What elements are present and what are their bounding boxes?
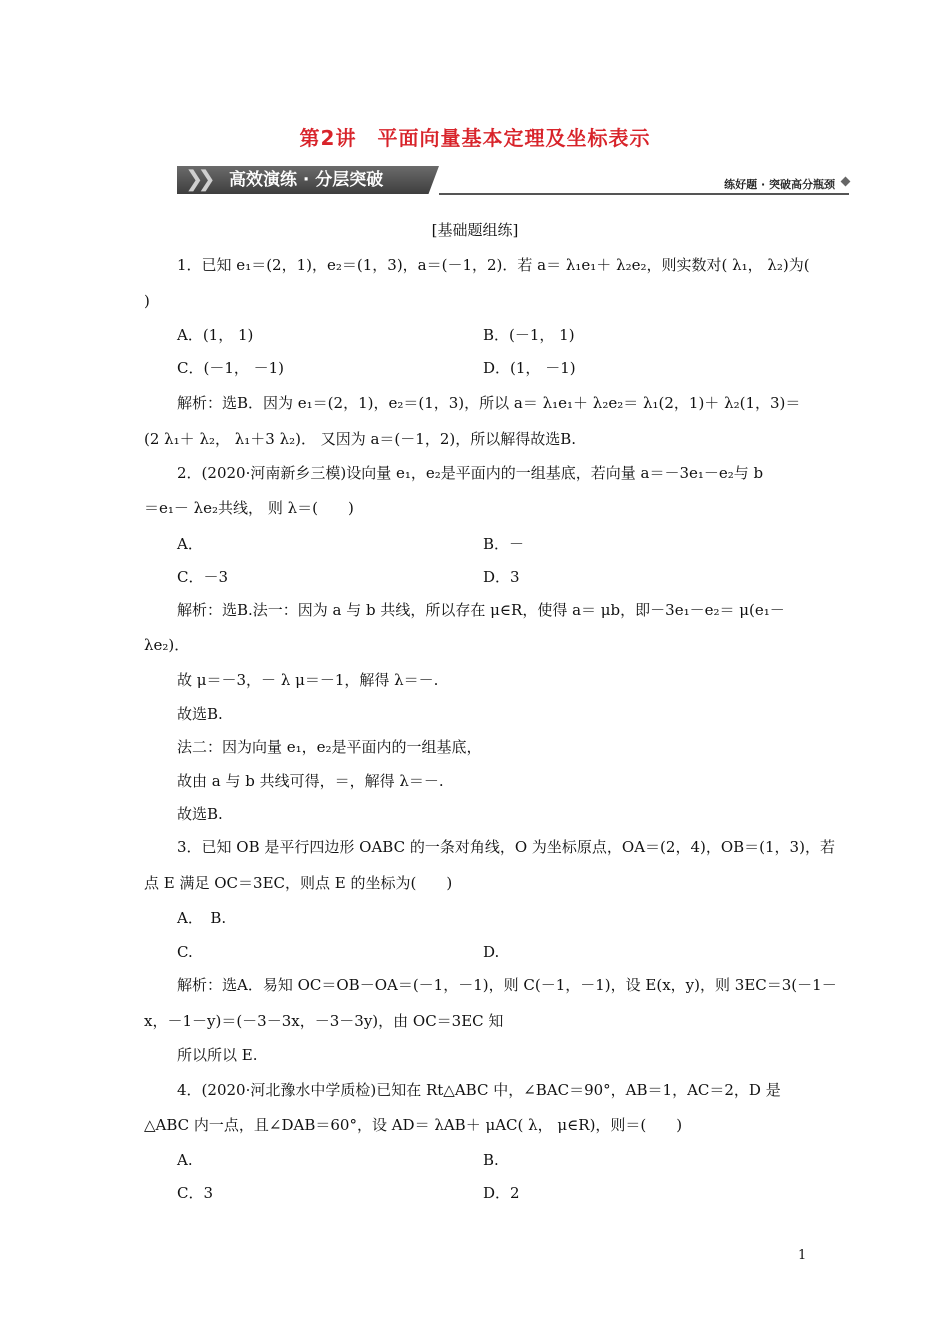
question-2-stem-cont: ＝e₁－ λe₂共线， 则 λ＝( ) [144, 499, 354, 517]
q1-option-a: A．(1， 1) [177, 326, 254, 344]
q1-solution-cont: (2 λ₁＋ λ₂， λ₁＋3 λ₂)． 又因为 a＝(－1，2)，所以解得故选B. [144, 430, 577, 448]
question-4-stem-cont: △ABC 内一点，且∠DAB＝60°，设 AD＝ λAB＋ μAC( λ， μ∈R)，则＝( ) [144, 1116, 683, 1134]
q1-option-b: B．(－1， 1) [483, 326, 575, 344]
q3-solution: 解析：选A．易知 OC＝OB－OA＝(－1，－1)，则 C(－1，－1)，设 E(x，y)，则 3EC＝3(－1－ [177, 976, 837, 994]
q1-solution: 解析：选B．因为 e₁＝(2，1)，e₂＝(1，3)，所以 a＝ λ₁e₁＋ λ₂e₂＝ λ₁(2，1)＋ λ₂(1，3)＝ [177, 394, 801, 412]
q4-option-d: D．2 [483, 1184, 520, 1202]
page-number: 1 [798, 1248, 807, 1263]
q1-option-c: C．(－1， －1) [177, 359, 285, 377]
question-4-stem: 4．(2020·河北豫水中学质检)已知在 Rt△ABC 中，∠BAC＝90°，AB＝1，AC＝2，D 是 [177, 1081, 781, 1099]
q2-option-d: D．3 [483, 568, 520, 586]
q1-option-d: D．(1， －1) [483, 359, 576, 377]
q2-solution-line: 故由 a 与 b 共线可得，＝，解得 λ＝－. [177, 772, 444, 790]
q2-solution: 解析：选B.法一：因为 a 与 b 共线，所以存在 μ∈R，使得 a＝ μb，即－3e₁－e₂＝ μ(e₁－ [177, 601, 785, 619]
q3-option-d: D. [483, 943, 500, 961]
question-2-stem: 2．(2020·河南新乡三模)设向量 e₁，e₂是平面内的一组基底，若向量 a＝－3e₁－e₂与 b [177, 464, 764, 482]
q3-solution-line: 所以所以 E. [177, 1046, 258, 1064]
q2-option-c: C．－3 [177, 568, 229, 586]
banner-label: 高效演练 · 分层突破 [229, 170, 384, 190]
q3-option-ab: A． B. [177, 909, 227, 927]
page-title: 第2讲 平面向量基本定理及坐标表示 [299, 126, 651, 150]
q4-option-a: A. [177, 1151, 193, 1169]
q2-solution-line: 故选B. [177, 805, 223, 823]
diamond-icon [841, 177, 851, 187]
banner-rule [439, 193, 849, 195]
q2-solution-line: 法二：因为向量 e₁，e₂是平面内的一组基底， [177, 738, 482, 756]
q2-option-a: A． [177, 535, 203, 553]
q4-option-b: B. [483, 1151, 499, 1169]
question-3-stem-cont: 点 E 满足 OC＝3EC，则点 E 的坐标为( ) [144, 874, 453, 892]
question-1-stem-cont: ) [144, 292, 150, 310]
section-heading: [基础题组练] [431, 221, 519, 239]
q2-solution-line: 故选B. [177, 705, 223, 723]
q4-option-c: C．3 [177, 1184, 214, 1202]
question-3-stem: 3．已知 OB 是平行四边形 OABC 的一条对角线，O 为坐标原点，OA＝(2，4)，OB＝(1，3)，若 [177, 838, 835, 856]
section-banner [177, 166, 849, 196]
chevron-right-icon: ❯❯ [185, 167, 210, 192]
question-1-stem: 1．已知 e₁＝(2，1)，e₂＝(1，3)，a＝(－1，2)．若 a＝ λ₁e₁＋ λ₂e₂，则实数对( λ₁， λ₂)为( [177, 256, 810, 274]
q3-option-c: C. [177, 943, 193, 961]
banner-slogan: 练好题 · 突破高分瓶颈 [724, 178, 835, 191]
q3-solution-cont: x，－1－y)＝(－3－3x，－3－3y)，由 OC＝3EC 知 [144, 1012, 504, 1030]
q2-solution-cont: λe₂)． [144, 636, 190, 654]
q2-option-b: B．－ [483, 535, 525, 553]
q2-solution-line: 故 μ＝－3，－ λ μ＝－1，解得 λ＝－. [177, 671, 439, 689]
